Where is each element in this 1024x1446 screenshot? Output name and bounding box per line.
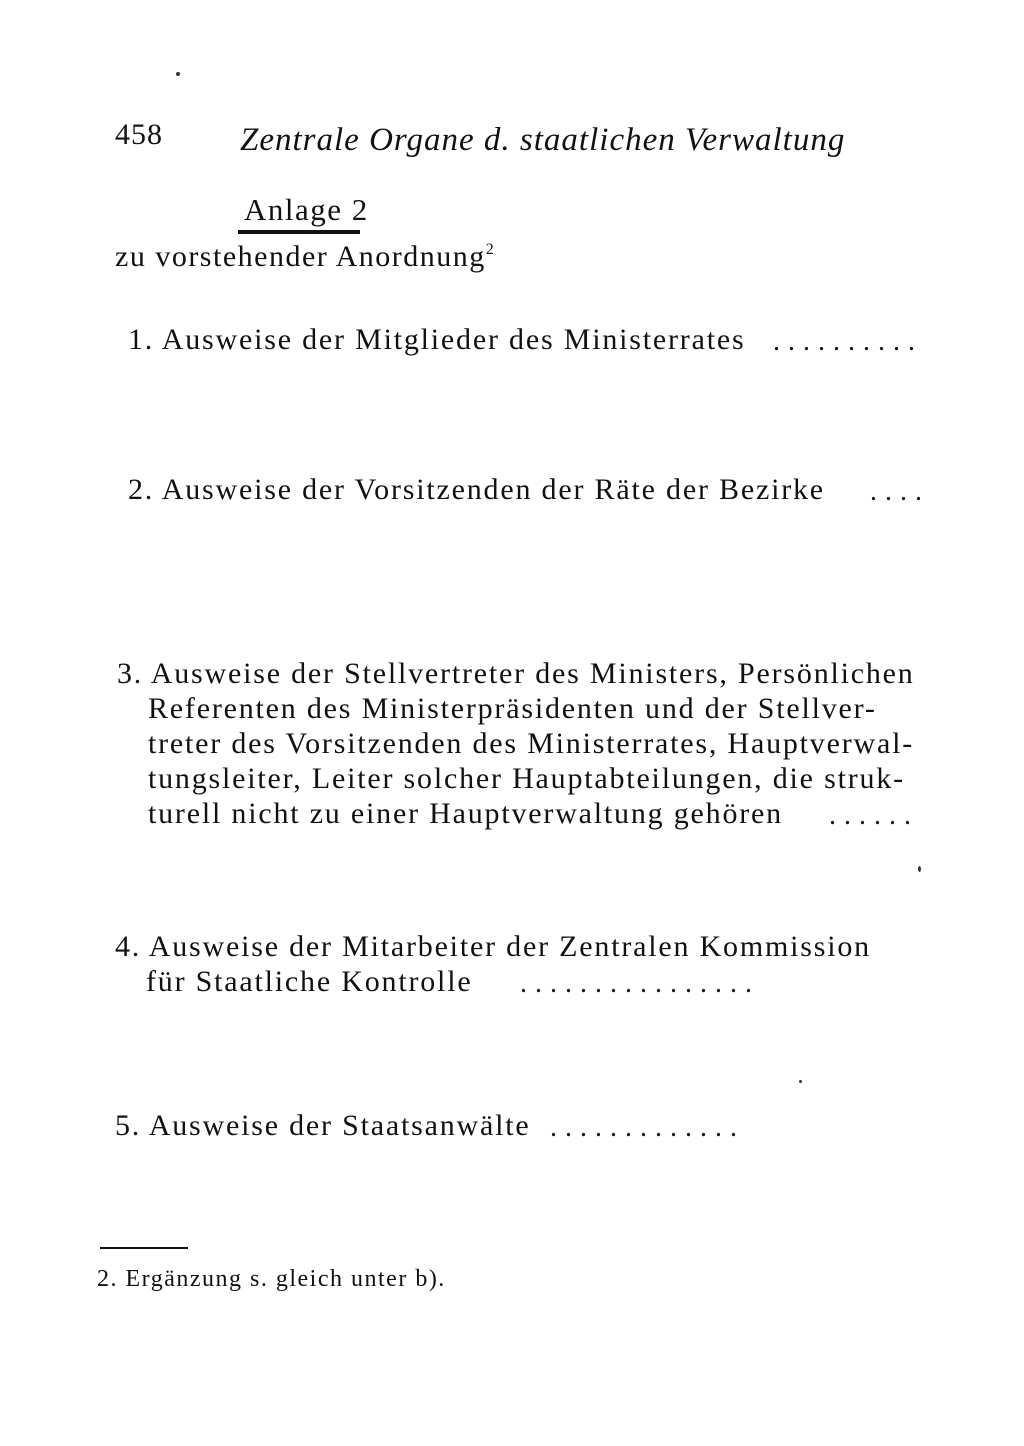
leader-dots: ...... xyxy=(829,800,919,831)
item-number: 3. xyxy=(117,657,144,690)
leader-dots: .... xyxy=(870,476,930,507)
item-line xyxy=(128,472,825,507)
item-number: 5. xyxy=(115,1109,142,1142)
subtitle-text: zu vorstehender Anordnung xyxy=(115,240,486,273)
heading-underline xyxy=(238,230,360,234)
item-number: 1. xyxy=(128,323,155,356)
list-item xyxy=(128,322,923,357)
list-item xyxy=(128,472,930,507)
item-number: 4. xyxy=(115,930,142,963)
list-item xyxy=(117,656,919,831)
item-text: Ausweise der Mitglieder des Ministerrates xyxy=(161,323,746,356)
leader-dots: .......... xyxy=(773,326,923,357)
footnote-reference: 2 xyxy=(485,241,496,258)
item-line xyxy=(117,656,915,691)
item-line: turell nicht zu einer Hauptverwaltung gehören xyxy=(148,797,783,830)
appendix-heading: Anlage 2 xyxy=(244,192,369,227)
item-line: für Staatliche Kontrolle xyxy=(146,965,473,998)
item-text: Ausweise der Mitarbeiter der Zentralen Kommission xyxy=(148,930,871,963)
page-number: 458 xyxy=(115,118,163,151)
item-line xyxy=(128,322,745,357)
print-speck xyxy=(918,866,921,872)
item-line xyxy=(115,1108,530,1143)
list-item xyxy=(115,1108,745,1143)
print-speck xyxy=(799,1080,802,1083)
footnote-separator xyxy=(100,1247,188,1249)
item-text: Ausweise der Stellvertreter des Ministers, Persönlichen xyxy=(150,657,915,690)
item-line: Referenten des Ministerpräsidenten und der Stellver- xyxy=(148,692,877,725)
running-title: Zentrale Organe d. staatlichen Verwaltung xyxy=(240,122,846,158)
item-line xyxy=(115,929,871,964)
footnote-text: 2. Ergänzung s. gleich unter b). xyxy=(97,1266,446,1292)
leader-dots: ............. xyxy=(550,1112,745,1143)
leader-dots: ................ xyxy=(520,968,760,999)
print-speck xyxy=(176,72,180,76)
item-line: treter des Vorsitzenden des Ministerrates, Hauptverwal- xyxy=(148,727,915,760)
list-item xyxy=(115,929,871,999)
item-text: Ausweise der Staatsanwälte xyxy=(148,1109,531,1142)
appendix-subtitle xyxy=(115,240,495,274)
item-text: Ausweise der Vorsitzenden der Räte der Bezirke xyxy=(161,473,825,506)
item-number: 2. xyxy=(128,473,155,506)
item-line: tungsleiter, Leiter solcher Hauptabteilungen, die struk- xyxy=(148,762,905,795)
